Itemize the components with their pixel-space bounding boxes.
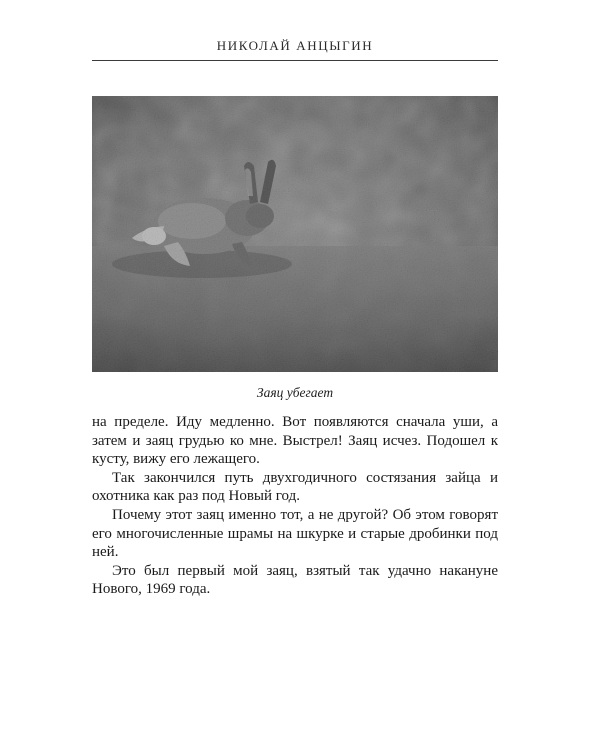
body-text: [92, 413, 498, 599]
paragraph: Так закончился путь двухгодичного состязания зайца и охотника как раз под Новый год.: [92, 469, 498, 505]
paragraph-continued: на пределе. Иду медленно. Вот появляются сначала уши, а затем и заяц грудью ко мне. Выстрел! Заяц исчез. Подошел к кусту, вижу его лежащего.: [92, 414, 498, 468]
paragraph: Почему этот заяц именно тот, а не другой? Об этом говорят его многочисленные шрамы на шкурке и старые дробинки под ней.: [92, 506, 498, 561]
hare-photo: [92, 96, 498, 372]
hare-photo-image: [92, 96, 498, 372]
paragraph: Это был первый мой заяц, взятый так удачно накануне Нового, 1969 года.: [92, 562, 498, 598]
photo-caption: Заяц убегает: [256, 385, 334, 400]
header-rule: [92, 60, 498, 61]
running-header-author: НИКОЛАЙ АНЦЫГИН: [216, 38, 374, 53]
